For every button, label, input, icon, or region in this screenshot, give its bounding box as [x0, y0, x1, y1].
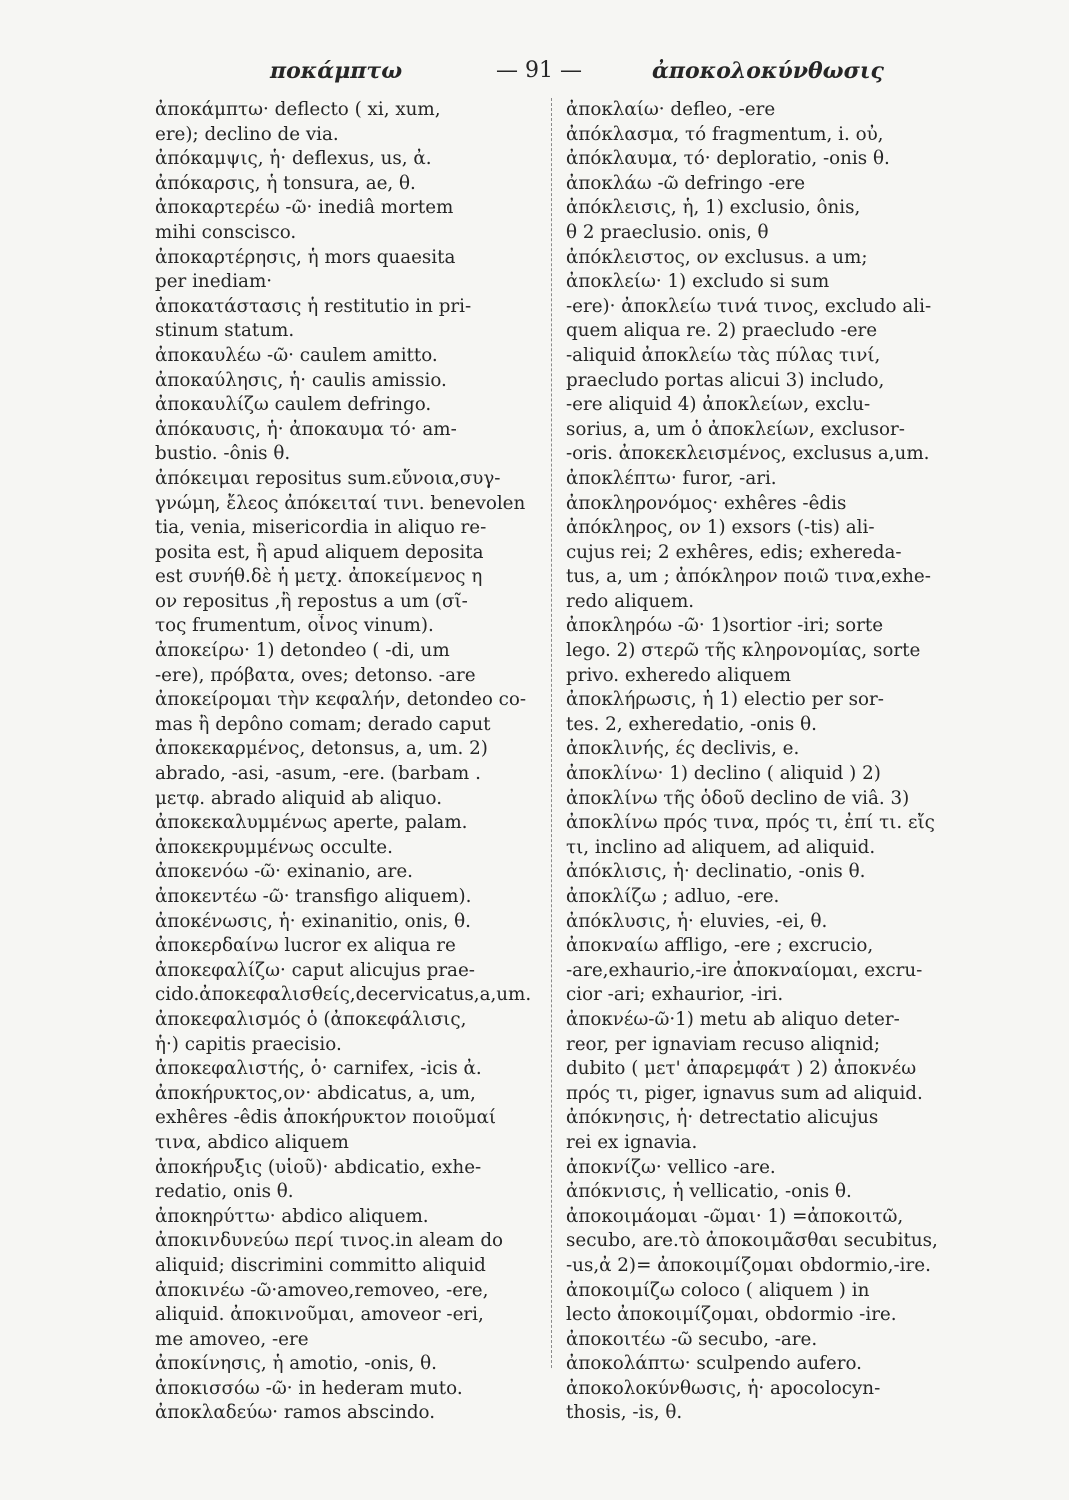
text-line: γνώμη, ἔλεος ἀπόκειταί τινι. benevolen — [155, 492, 526, 514]
text-line: quem aliqua re. 2) praecludo -ere — [566, 320, 878, 342]
text-line: ἀποκεντέω -ῶ· transfigo aliquem). — [155, 886, 472, 907]
text-line: -ere), πρόβατα, oves; detonso. -are — [155, 664, 476, 686]
header-left-guide-word: ποκάμπτω — [270, 58, 403, 84]
text-line: ἀποκεφαλισμός ὁ (ἀποκεφάλισις, — [155, 1008, 467, 1030]
text-line: me amoveo, -ere — [155, 1328, 309, 1350]
text-line: ἀποκοιμάομαι -ῶμαι· 1) =ἀποκοιτῶ, — [566, 1205, 904, 1227]
text-line: ἀποκλαδεύω· ramos abscindo. — [155, 1402, 436, 1424]
text-line: ἀποκαρτέρησις, ἡ mors quaesita — [155, 246, 456, 268]
text-line: ἀποκαύλησις, ἡ· caulis amissio. — [155, 369, 447, 391]
text-line: ἀποκολοκύνθωσις, ἡ· apocolocyn- — [566, 1377, 881, 1399]
text-line: τος frumentum, οἶνος vinum). — [155, 615, 434, 637]
text-line: ἀποκνίζω· vellico -are. — [566, 1156, 776, 1178]
text-line: privo. exheredo aliquem — [566, 664, 791, 686]
text-line: ἀποκλίνω τῆς ὁδοῦ declino de viâ. 3) — [566, 787, 910, 809]
text-line: μετφ. abrado aliquid ab aliquo. — [155, 787, 443, 809]
left-column — [155, 98, 545, 1426]
right-column — [566, 98, 941, 1426]
text-line: exhêres -êdis ἀποκήρυκτον ποιοῦμαί — [155, 1107, 496, 1129]
text-line: sorius, a, um ὁ ἀποκλείων, exclusor- — [566, 418, 905, 440]
text-line: aliquid. ἀποκινοῦμαι, amoveor -eri, — [155, 1304, 484, 1326]
text-line: ἀπόκειμαι repositus sum.εὔνοια,συγ- — [155, 467, 501, 489]
text-line: τι, inclino ad aliquem, ad aliquid. — [566, 836, 876, 858]
text-line: redo aliquem. — [566, 590, 695, 612]
text-line: ἀπόκλισις, ἡ· declinatio, -onis θ. — [566, 861, 866, 883]
text-line: ἀποκεκαρμένος, detonsus, a, um. 2) — [155, 738, 488, 760]
text-line: stinum statum. — [155, 320, 295, 342]
text-line: ἀποκήρυκτος,ον· abdicatus, a, um, — [155, 1082, 476, 1104]
text-line: dubito ( μετ' ἀπαρεμφάτ ) 2) ἀποκνέω — [566, 1058, 917, 1080]
text-line: ἀποκναίω affligo, -ere ; excrucio, — [566, 935, 874, 957]
text-line: bustio. -ônis θ. — [155, 443, 291, 465]
text-line: posita est, ἢ apud aliquem deposita — [155, 541, 484, 563]
text-line: ἀποκαυλέω -ῶ· caulem amitto. — [155, 344, 438, 366]
text-line: ἀπόκλειστος, ον exclusus. a um; — [566, 246, 868, 268]
text-line: ἀπόκνησις, ἡ· detrectatio alicujus — [566, 1107, 879, 1129]
text-line: ἀποκαρτερέω -ῶ· inediâ mortem — [155, 197, 454, 219]
text-line: cior -ari; exhaurior, -iri. — [566, 984, 784, 1006]
text-line: ἀποκάμπτω· deflecto ( xi, xum, — [155, 99, 441, 120]
text-line: ἀποκείρομαι τὴν κεφαλήν, detondeo co- — [155, 689, 527, 711]
text-line: ἀποκεφαλίζω· caput alicujus prae- — [155, 959, 475, 981]
text-line: abrado, -asi, -asum, -ere. (barbam . — [155, 763, 481, 785]
text-line: ἀποκλάω -ῶ defringo -ere — [566, 172, 806, 194]
text-line: ἀποκληρονόμος· exhêres -êdis — [566, 492, 847, 514]
text-line: reor, per ignaviam recuso aliqnid; — [566, 1033, 880, 1055]
text-line: ἀποκληρόω -ῶ· 1)sortior -iri; sorte — [566, 615, 884, 637]
text-line: ἀποκλείω· 1) excludo si sum — [566, 271, 830, 293]
text-line: ἀπόκνισις, ἡ vellicatio, -onis θ. — [566, 1181, 852, 1203]
text-line: ἀποκλήρωσις, ἡ 1) electio per sor- — [566, 689, 884, 711]
text-line: -ere)· ἀποκλείω τινά τινος, excludo ali- — [566, 295, 932, 317]
header-right-guide-word: ἀποκολοκύνθωσις — [652, 58, 884, 84]
text-line: per inediam· — [155, 271, 273, 293]
text-line: ἀποκαυλίζω caulem defringo. — [155, 394, 432, 416]
text-line: praecludo portas alicui 3) includo, — [566, 369, 885, 391]
text-line: mas ἢ depôno comam; derado caput — [155, 713, 491, 735]
text-line: ἀποκλίνω· 1) declino ( aliquid ) 2) — [566, 763, 881, 785]
text-line: ἀποκλίζω ; adluo, -ere. — [566, 886, 780, 907]
text-line: ἀποκατάστασις ἡ restitutio in pri- — [155, 295, 472, 317]
text-line: ἀποκεκρυμμένως occulte. — [155, 836, 393, 858]
text-line: tes. 2, exheredatio, -onis θ. — [566, 713, 817, 735]
text-line: -aliquid ἀποκλείω τὰς πύλας τινί, — [566, 344, 881, 366]
text-line: ἀποκλέπτω· furor, -ari. — [566, 467, 777, 489]
column-divider — [551, 98, 552, 1368]
page-header — [0, 58, 1069, 94]
text-line: ἀποκερδαίνω lucror ex aliqua re — [155, 935, 456, 957]
text-line: lego. 2) στερῶ τῆς κληρονομίας, sorte — [566, 640, 921, 662]
text-line: ἀπόκληρος, ον 1) exsors (-tis) ali- — [566, 517, 875, 539]
text-line: ἡ·) capitis praecisio. — [155, 1033, 342, 1055]
text-line: ἀποκείρω· 1) detondeo ( -di, um — [155, 640, 450, 662]
text-line: ἀπόκαμψις, ἡ· deflexus, us, ἀ. — [155, 148, 432, 170]
text-line: ἀποκήρυξις (υἱοῦ)· abdicatio, exhe- — [155, 1156, 482, 1178]
text-line: tus, a, um ; ἀπόκληρον ποιῶ τινα,exhe- — [566, 566, 931, 588]
text-line: ere); declino de via. — [155, 123, 339, 145]
text-line: ἀποκλίνω πρός τινα, πρός τι, ἐπί τι. εἴς — [566, 812, 935, 834]
text-line: redatio, onis θ. — [155, 1181, 294, 1203]
text-line: thosis, -is, θ. — [566, 1402, 683, 1424]
text-line: πρός τι, piger, ignavus sum ad aliquid. — [566, 1082, 923, 1104]
text-line: ἀποκεκαλυμμένως aperte, palam. — [155, 812, 468, 834]
text-line: ἀποκεφαλιστής, ὁ· carnifex, -icis ἀ. — [155, 1058, 482, 1080]
text-line: ἀποκνέω-ῶ·1) metu ab aliquo deter- — [566, 1008, 900, 1030]
text-line: ἀπόκλαυμα, τό· deploratio, -onis θ. — [566, 148, 890, 170]
text-line: ἀποκολάπτω· sculpendo aufero. — [566, 1353, 862, 1375]
text-line: -are,exhaurio,-ire ἀποκναίομαι, excru- — [566, 959, 923, 981]
text-line: ἀπόκλασμα, τό fragmentum, i. οὐ, — [566, 123, 884, 145]
text-line: aliquid; discrimini committo aliquid — [155, 1254, 486, 1276]
text-line: cido.ἀποκεφαλισθείς,decervicatus,a,um. — [155, 984, 532, 1006]
text-line: mihi conscisco. — [155, 221, 297, 243]
text-line: -oris. ἀποκεκλεισμένος, exclusus a,um. — [566, 443, 930, 465]
text-line: ἀποκλαίω· defleo, -ere — [566, 99, 776, 120]
text-line: τινα, abdico aliquem — [155, 1131, 349, 1153]
text-line: -us,ἀ 2)= ἀποκοιμίζομαι obdormio,-ire. — [566, 1254, 931, 1276]
text-line: rei ex ignavia. — [566, 1131, 698, 1153]
text-line: ἀποκενόω -ῶ· exinanio, are. — [155, 861, 413, 883]
text-line: lecto ἀποκοιμίζομαι, obdormio -ire. — [566, 1304, 897, 1326]
text-line: ἀποκισσόω -ῶ· in hederam muto. — [155, 1377, 463, 1399]
text-line: ἀπόκλυσις, ἡ· eluvies, -ei, θ. — [566, 910, 828, 932]
text-line: ἀπόκαυσις, ἡ· ἀποκαυμα τό· am- — [155, 418, 457, 440]
text-line: est συνήθ.δὲ ἡ μετχ. ἀποκείμενος η — [155, 566, 483, 588]
text-line: ἀποκλινής, ές declivis, e. — [566, 738, 800, 760]
text-line: secubo, are.τὸ ἀποκοιμᾶσθαι secubitus, — [566, 1230, 938, 1252]
text-line: ἀπόκαρσις, ἡ tonsura, ae, θ. — [155, 172, 416, 194]
text-line: ἀποκινέω -ῶ·amoveo,removeo, -ere, — [155, 1279, 489, 1301]
text-line: -ere aliquid 4) ἀποκλείων, exclu- — [566, 394, 871, 416]
text-line: ἀποκένωσις, ἡ· exinanitio, onis, θ. — [155, 910, 471, 932]
text-line: ον repositus ,ἢ repostus a um (σῖ- — [155, 590, 468, 612]
text-line: ἀποκίνησις, ἡ amotio, -onis, θ. — [155, 1353, 437, 1375]
text-line: ἀποκινδυνεύω περί τινος.in aleam do — [155, 1230, 504, 1252]
text-line: ἀποκοιτέω -ῶ secubo, -are. — [566, 1328, 818, 1350]
page-number: — 91 — — [496, 58, 582, 83]
text-line: tia, venia, misericordia in aliquo re- — [155, 517, 487, 539]
text-line: ἀποκηρύττω· abdico aliquem. — [155, 1205, 429, 1227]
text-line: θ 2 praeclusio. onis, θ — [566, 221, 769, 243]
text-line: cujus rei; 2 exhêres, edis; exhereda- — [566, 541, 902, 563]
text-line: ἀπόκλεισις, ἡ, 1) exclusio, ônis, — [566, 197, 861, 219]
text-line: ἀποκοιμίζω coloco ( aliquem ) in — [566, 1279, 870, 1301]
